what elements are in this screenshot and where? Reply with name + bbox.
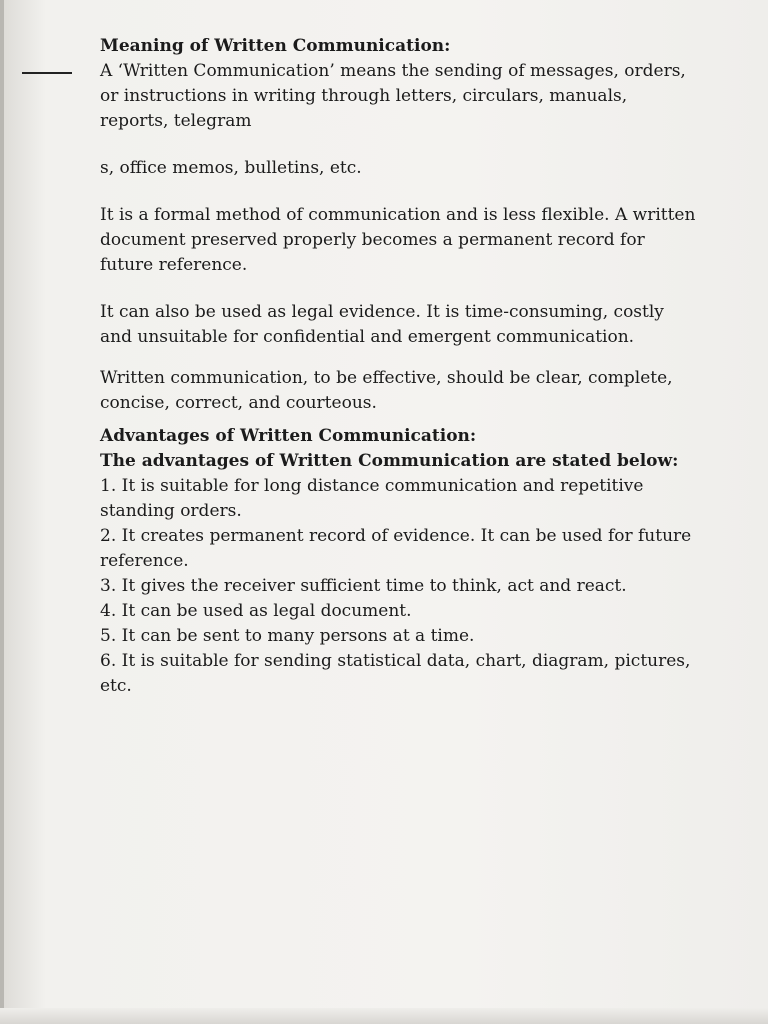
document-body bbox=[100, 34, 700, 699]
definition-paragraph: A ‘Written Communication’ means the sending of messages, orders, or instructions in writing through letters, circulars, manuals, reports, telegram bbox=[100, 61, 686, 131]
effective-communication-paragraph: Written communication, to be effective, should be clear, complete, concise, correct, and courteous. bbox=[100, 368, 673, 413]
advantages-list bbox=[100, 474, 700, 699]
meaning-heading: Meaning of Written Communication: bbox=[100, 36, 451, 56]
definition-continuation: s, office memos, bulletins, etc. bbox=[100, 158, 362, 178]
legal-evidence-paragraph: It can also be used as legal evidence. It is time-consuming, costly and unsuitable for confidential and emergent communication. bbox=[100, 302, 664, 347]
page-left-edge bbox=[0, 0, 4, 1024]
advantage-item-1: 1. It is suitable for long distance communication and repetitive standing orders. bbox=[100, 476, 644, 521]
advantage-item-2: 2. It creates permanent record of evidence. It can be used for future reference. bbox=[100, 526, 692, 571]
advantages-subheading: The advantages of Written Communication are stated below: bbox=[100, 451, 679, 471]
margin-pen-mark bbox=[22, 72, 72, 74]
advantages-heading: Advantages of Written Communication: bbox=[100, 426, 477, 446]
formal-method-paragraph: It is a formal method of communication and is less flexible. A written document preserved properly becomes a permanent record for future reference. bbox=[100, 205, 696, 275]
page-bottom-edge bbox=[0, 1008, 768, 1024]
advantage-item-3: 3. It gives the receiver sufficient time to think, act and react. bbox=[100, 576, 627, 596]
advantage-item-5: 5. It can be sent to many persons at a time. bbox=[100, 626, 475, 646]
advantage-item-6: 6. It is suitable for sending statistical data, chart, diagram, pictures, etc. bbox=[100, 651, 691, 696]
advantage-item-4: 4. It can be used as legal document. bbox=[100, 601, 412, 621]
